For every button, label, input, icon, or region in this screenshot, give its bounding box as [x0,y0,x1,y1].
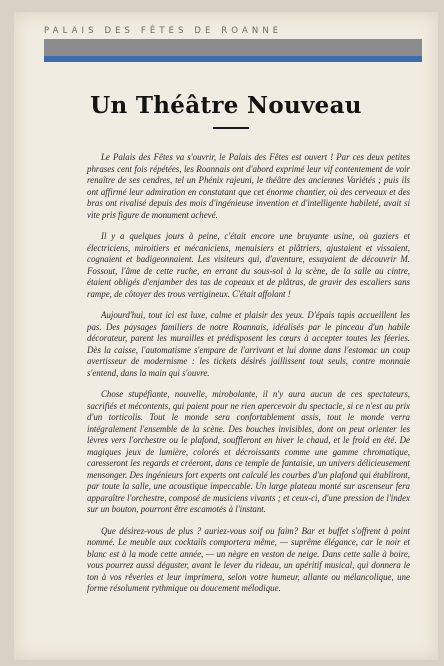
title-underline [213,127,249,129]
paragraph-5: Que désirez-vous de plus ? auriez-vous soif ou faim? Bar et buffet s'offrent à point nommé. Le meuble aux cocktails comportera même, — suprême élégance, car le noir et blanc est à la mode cette année, — un nègre en veston de neige. Dans cette salle à boire, vous pourrez aussi déguster, avant le lever du rideau, un apéritif musical, qui donnera le ton à vos rêveries et leur imprimera, selon votre humeur, allante ou mélancolique, une forme résolument rythmique ou doucement mélodique. [87,525,410,593]
article-body [87,152,410,605]
article-title: Un Théâtre Nouveau [90,92,362,119]
paragraph-3: Aujourd'hui, tout ici est luxe, calme et plaisir des yeux. D'épais tapis accueillent les pas. Des paysages familiers de notre Roannais, idéalisés par le pinceau d'un habile décorateur, parent les murailles et prédisposent les cœurs à accepter toutes les féeries. Dès la caisse, l'automatisme s'empare de l'arrivant et lui donne dans l'estomac un coup avertisseur de modernisme : les tickets désirés jaillissent tout seuls, contre monnaie s'entend, dans la main qui s'ouvre. [87,310,410,378]
paragraph-4: Chose stupéfiante, nouvelle, mirobolante, il n'y aura aucun de ces spectateurs, sacrifiés et mécontents, qui paient pour ne rien apercevoir du spectacle, si ce n'est au prix d'un torticolis. Tout le monde sera confortablement assis, tout le monde verra intégralement l'ensemble de la scène. Des bouches invisibles, dont on peut orienter les lèvres vers l'orchestre ou le plafond, souffleront en hiver le chaud, et le froid en été. De magiques jeux de lumière, colorés et décroissants comme une gamme chromatique, caresseront les regards et créeront, dans ce temple de fantaisie, un univers délicieusement mensonger. Des ingénieurs fort experts ont calculé les courbes d'un plafond qui établiront, par toute la salle, une acoustique impeccable. Un large plateau monté sur ascenseur fera apparaître l'orchestre, composé de musiciens vivants ; et ceux-ci, d'une pression de l'index sur un bouton, pourront être escamotés à l'instant. [87,389,410,514]
header-gray-band [44,39,422,56]
running-header: PALAIS DES FÊTES DE ROANNE [44,26,283,36]
paragraph-1: Le Palais des Fêtes va s'ouvrir, le Palais des Fêtes est ouvert ! Par ces deux petites phrases cent fois répétées, les Roannais ont d'abord exprimé leur vif contentement de voir renaître de ses cendres, tel un Phénix rajeuni, le théâtre des anciennes Variétés ; puis ils ont affirmé leur admiration en constatant que cet énorme chantier, où des cerveaux et des bras ont rivalisé depuis des mois d'ingénieuse invention et d'intelligente habileté, avait si vite pris figure de monument achevé. [87,152,410,220]
paragraph-2: Il y a quelques jours à peine, c'était encore une bruyante usine, où gaziers et électriciens, miroitiers et mécaniciens, menuisiers et plâtriers, ajustaient et vissaient, cognaient et badigeonnaient. Les visiteurs qui, d'aventure, essayaient de découvrir M. Fossout, l'âme de cette ruche, en errant du sous-sol à la scène, de la salle au cintre, étaient obligés d'enjamber des tas de copeaux et de plâtras, de gravir des escaliers sans rampe, de côtoyer des trous vertigineux. C'était affolant ! [87,231,410,299]
document-page [14,12,438,660]
header-blue-band [44,56,422,62]
